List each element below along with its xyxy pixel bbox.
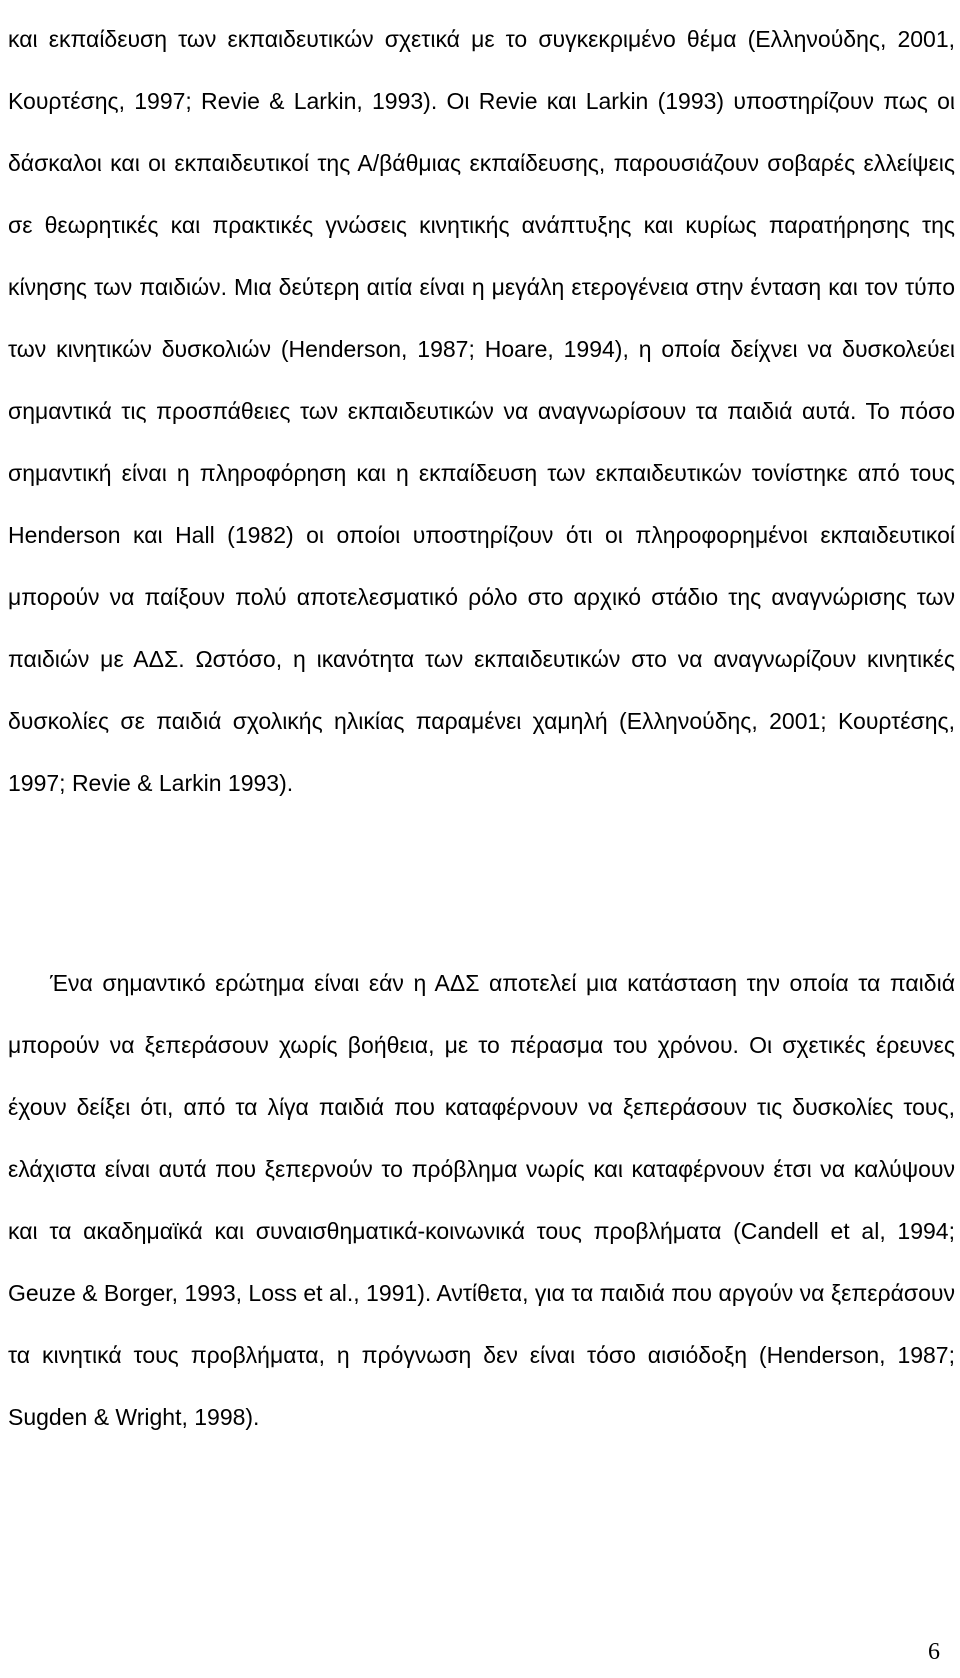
paragraph-2 <box>8 952 955 1448</box>
page-number: 6 <box>928 1639 940 1665</box>
paragraph-2-text: Ένα σημαντικό ερώτημα είναι εάν η ΑΔΣ αποτελεί μια κατάσταση την οποία τα παιδιά μπορούν να ξεπεράσουν χωρίς βοήθεια, με το πέρασμα του χρόνου. Οι σχετικές έρευνες έχουν δείξει ότι, από τα λίγα παιδιά που καταφέρνουν να ξεπεράσουν τις δυσκολίες τους, ελάχιστα είναι αυτά που ξεπερνούν το πρόβλημα νωρίς και καταφέρνουν έτσι να καλύψουν και τα ακαδημαϊκά και συναισθηματικά-κοινωνικά τους προβλήματα (Candell et al, 1994; Geuze & Borger, 1993, Loss et al., 1991). Αντίθετα, για τα παιδιά που αργούν να ξεπεράσουν τα κινητικά τους προβλήματα, η πρόγνωση δεν είναι τόσο αισιόδοξη (Henderson, 1987; Sugden & Wright, 1998). <box>8 970 955 1430</box>
paragraph-1: και εκπαίδευση των εκπαιδευτικών σχετικά με το συγκεκριμένο θέμα (Ελληνούδης, 2001, Κουρτέσης, 1997; Revie & Larkin, 1993). Οι Revie και Larkin (1993) υποστηρίζουν πως οι δάσκαλοι και οι εκπαιδευτικοί της Α/βάθμιας εκπαίδευσης, παρουσιάζουν σοβαρές ελλείψεις σε θεωρητικές και πρακτικές γνώσεις κινητικής ανάπτυξης και κυρίως παρατήρησης της κίνησης των παιδιών. Μια δεύτερη αιτία είναι η μεγάλη ετερογένεια στην ένταση και τον τύπο των κινητικών δυσκολιών (Henderson, 1987; Hoare, 1994), η οποία δείχνει να δυσκολεύει σημαντικά τις προσπάθειες των εκπαιδευτικών να αναγνωρίσουν τα παιδιά αυτά. Το πόσο σημαντική είναι η πληροφόρηση και η εκπαίδευση των εκπαιδευτικών τονίστηκε από τους Henderson και Hall (1982) οι οποίοι υποστηρίζουν ότι οι πληροφορημένοι εκπαιδευτικοί μπορούν να παίξουν πολύ αποτελεσματικό ρόλο στο αρχικό στάδιο της αναγνώρισης των παιδιών με ΑΔΣ. Ωστόσο, η ικανότητα των εκπαιδευτικών στο να αναγνωρίζουν κινητικές δυσκολίες σε παιδιά σχολικής ηλικίας παραμένει χαμηλή (Ελληνούδης, 2001; Κουρτέσης, 1997; Revie & Larkin 1993). <box>8 26 955 796</box>
